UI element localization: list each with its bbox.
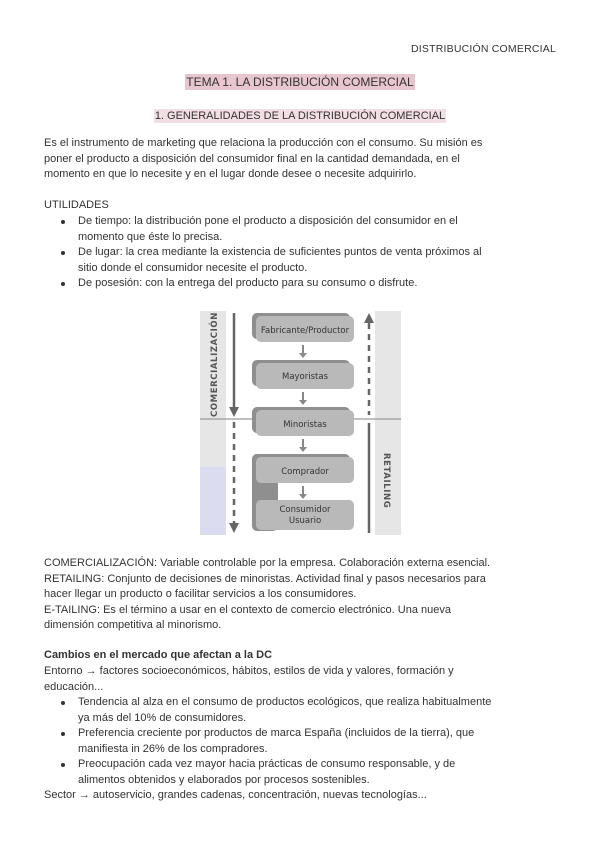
utilidades-list [44, 214, 560, 292]
diagram-right-label: RETAILING [381, 453, 391, 509]
diagram-box-label: Fabricante/Productor [260, 326, 350, 336]
diagram-arrow-down-head [299, 353, 307, 358]
distribution-channel-diagram [200, 309, 401, 537]
entorno-paragraph: Entorno → factores socioeconómicos, hábitos, estilos de vida y valores, formación y educación... [44, 665, 454, 693]
diagram-box-label: Mayoristas [281, 372, 329, 382]
diagram-arrow-down-head [299, 400, 307, 405]
section-title: 1. GENERALIDADES DE LA DISTRIBUCIÓN COMERCIAL [154, 110, 446, 122]
diagram-box-label: Minoristas [283, 420, 327, 430]
list-item: De lugar: la crea mediante la existencia de suficientes puntos de venta próximos al sitio donde el consumidor necesite el producto. [44, 245, 560, 276]
diagram-left-label: COMERCIALIZACIÓN [210, 312, 220, 417]
list-item: De tiempo: la distribución pone el producto a disposición del consumidor en el momento que éste lo precisa. [44, 214, 560, 245]
list-item: De posesión: con la entrega del producto para su consumo o disfrute. [44, 276, 560, 292]
sector-paragraph: Sector → autoservicio, grandes cadenas, concentración, nuevas tecnologías... [44, 789, 427, 801]
cambios-heading: Cambios en el mercado que afectan a la DC [44, 649, 273, 661]
list-item: Preocupación cada vez mayor hacia prácticas de consumo responsable, y de alimentos obtenidos y elaborados por procesos sostenibles. [44, 757, 560, 788]
list-item: Preferencia creciente por productos de marca España (incluidos de la tierra), que manifiesta in 26% de los compradores. [44, 726, 560, 757]
diagram-box-label: Usuario [288, 516, 322, 526]
diagram-left-dashed-arrowhead [229, 523, 239, 533]
definitions-paragraph: COMERCIALIZACIÓN: Variable controlable por la empresa. Colaboración externa esencial. RETAILING: Conjunto de decisiones de minoristas. Actividad final y pasos necesarios para hacer llegar un producto o facilitar servicios a los consumidores. E-TAILING: Es el término a usar en el contexto de comercio electrónico. Una nueva dimensión competitiva al minorismo. [44, 557, 491, 631]
diagram-arrow-down-head [299, 447, 307, 452]
diagram-right-dashed-arrowhead [364, 313, 374, 323]
diagram-box-label: Comprador [281, 467, 329, 477]
diagram-arrow-down-head [299, 494, 307, 499]
diagram-accent-panel [200, 467, 226, 535]
list-item: Tendencia al alza en el consumo de productos ecológicos, que realiza habitualmente ya más del 10% de consumidores. [44, 695, 560, 726]
intro-paragraph: Es el instrumento de marketing que relaciona la producción con el consumo. Su misión es poner el producto a disposición del consumidor final en la cantidad demandada, en el momento en que lo necesite y en el lugar donde desee o necesite adquirirlo. [44, 137, 483, 180]
document-header-label: DISTRIBUCIÓN COMERCIAL [411, 43, 556, 55]
utilidades-heading: UTILIDADES [44, 199, 109, 211]
diagram-box-label: Consumidor [279, 505, 331, 515]
cambios-list [44, 695, 560, 788]
diagram-left-solid-arrowhead [229, 407, 239, 417]
page-title: TEMA 1. LA DISTRIBUCIÓN COMERCIAL [186, 75, 414, 89]
